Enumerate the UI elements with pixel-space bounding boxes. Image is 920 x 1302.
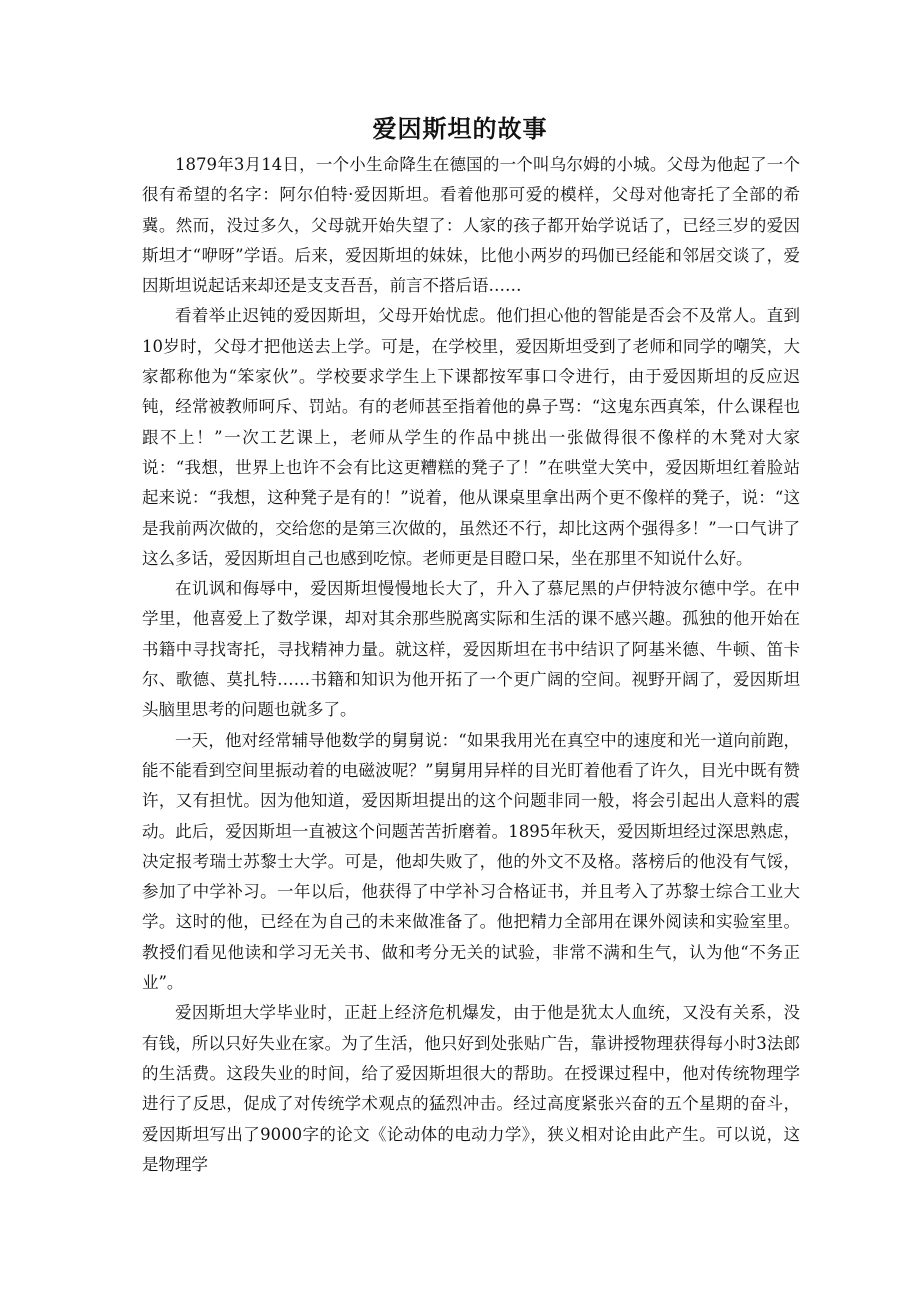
document-body — [142, 150, 800, 1180]
paragraph: 在讥讽和侮辱中，爱因斯坦慢慢地长大了，升入了慕尼黑的卢伊特波尔德中学。在中学里，他喜爱上了数学课，却对其余那些脱离实际和生活的课不感兴趣。孤独的他开始在书籍中寻找寄托，寻找精神力量。就这样，爱因斯坦在书中结识了阿基米德、牛顿、笛卡尔、歌德、莫扎特……书籍和知识为他开拓了一个更广阔的空间。视野开阔了，爱因斯坦头脑里思考的问题也就多了。 — [142, 579, 800, 720]
paragraph: 一天，他对经常辅导他数学的舅舅说：“如果我用光在真空中的速度和光一道向前跑，能不能看到空间里振动着的电磁波呢？”舅舅用异样的目光盯着他看了许久，目光中既有赞许，又有担忧。因为他知道，爱因斯坦提出的这个问题非同一般，将会引起出人意料的震动。此后，爱因斯坦一直被这个问题苦苦折磨着。1895年秋天，爱因斯坦经过深思熟虑，决定报考瑞士苏黎士大学。可是，他却失败了，他的外文不及格。落榜后的他没有气馁，参加了中学补习。一年以后，他获得了中学补习合格证书，并且考入了苏黎士综合工业大学。这时的他，已经在为自己的未来做准备了。他把精力全部用在课外阅读和实验室里。教授们看见他读和学习无关书、做和考分无关的试验，非常不满和生气，认为他“不务正业”。 — [142, 730, 800, 993]
paragraph: 1879年3月14日，一个小生命降生在德国的一个叫乌尔姆的小城。父母为他起了一个很有希望的名字：阿尔伯特·爱因斯坦。看着他那可爱的模样，父母对他寄托了全部的希冀。然而，没过多久，父母就开始失望了：人家的孩子都开始学说话了，已经三岁的爱因斯坦才“咿呀”学语。后来，爱因斯坦的妹妹，比他小两岁的玛伽已经能和邻居交谈了，爱因斯坦说起话来却还是支支吾吾，前言不搭后语…… — [142, 155, 800, 296]
paragraph: 看着举止迟钝的爱因斯坦，父母开始忧虑。他们担心他的智能是否会不及常人。直到10岁时，父母才把他送去上学。可是，在学校里，爱因斯坦受到了老师和同学的嘲笑，大家都称他为“笨家伙”。学校要求学生上下课都按军事口令进行，由于爱因斯坦的反应迟钝，经常被教师呵斥、罚站。有的老师甚至指着他的鼻子骂：“这鬼东西真笨，什么课程也跟不上！”一次工艺课上，老师从学生的作品中挑出一张做得很不像样的木凳对大家说：“我想，世界上也许不会有比这更糟糕的凳子了！”在哄堂大笑中，爱因斯坦红着脸站起来说：“我想，这种凳子是有的！”说着，他从课桌里拿出两个更不像样的凳子，说：“这是我前两次做的，交给您的是第三次做的，虽然还不行，却比这两个强得多！”一口气讲了这么多话，爱因斯坦自己也感到吃惊。老师更是目瞪口呆，坐在那里不知说什么好。 — [142, 306, 800, 568]
paragraph: 爱因斯坦大学毕业时，正赶上经济危机爆发，由于他是犹太人血统，又没有关系，没有钱，所以只好失业在家。为了生活，他只好到处张贴广告，靠讲授物理获得每小时3法郎的生活费。这段失业的时间，给了爱因斯坦很大的帮助。在授课过程中，他对传统物理学进行了反思，促成了对传统学术观点的猛烈冲击。经过高度紧张兴奋的五个星期的奋斗，爱因斯坦写出了9000字的论文《论动体的电动力学》，狭义相对论由此产生。可以说，这是物理学 — [142, 1003, 800, 1174]
document-title: 爱因斯坦的故事 — [372, 114, 548, 143]
